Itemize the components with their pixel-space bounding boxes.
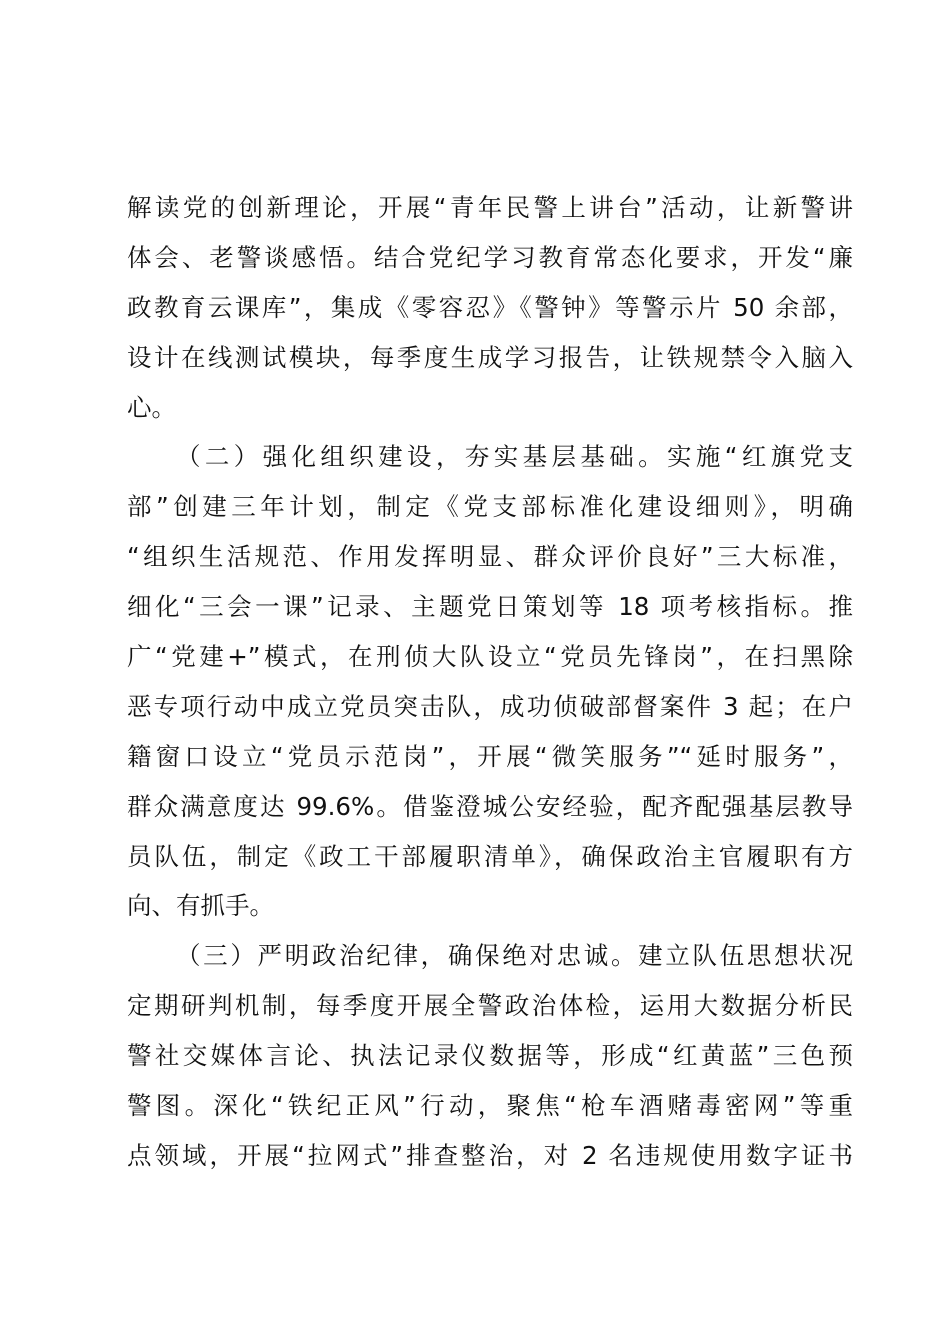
text-line: 点领域，开展“拉网式”排查整治，对 2 名违规使用数字证书 [127, 1140, 853, 1170]
paragraph-2 [127, 432, 853, 931]
text-line: 广“党建+”模式，在刑侦大队设立“党员先锋岗”，在扫黑除 [127, 642, 853, 672]
text-line: （三）严明政治纪律，确保绝对忠诚。建立队伍思想状况 [176, 941, 853, 971]
document-body [127, 183, 853, 1181]
text-line: 设计在线测试模块，每季度生成学习报告，让铁规禁令入脑入 [127, 342, 853, 372]
text-line: 部”创建三年计划，制定《党支部标准化建设细则》，明确 [127, 492, 853, 522]
text-line: 警图。深化“铁纪正风”行动，聚焦“枪车酒赌毒密网”等重 [127, 1091, 853, 1121]
text-line: 解读党的创新理论，开展“青年民警上讲台”活动，让新警讲 [127, 193, 853, 222]
text-line: “组织生活规范、作用发挥明显、群众评价良好”三大标准， [127, 542, 853, 572]
text-line: 员队伍，制定《政工干部履职清单》，确保政治主官履职有方 [127, 841, 853, 871]
text-line: 警社交媒体言论、执法记录仪数据等，形成“红黄蓝”三色预 [127, 1041, 853, 1071]
text-line: 向、有抓手。 [127, 891, 274, 921]
text-line: 恶专项行动中成立党员突击队，成功侦破部督案件 3 起；在户 [127, 691, 853, 721]
text-line: 政教育云课库”，集成《零容忍》《警钟》等警示片 50 余部， [127, 292, 853, 322]
text-line: 籍窗口设立“党员示范岗”，开展“微笑服务”“延时服务”， [127, 741, 853, 771]
paragraph-3 [127, 931, 853, 1180]
text-line: 心。 [127, 392, 176, 422]
text-line: （二）强化组织建设，夯实基层基础。实施“红旗党支 [176, 442, 853, 472]
text-line: 定期研判机制，每季度开展全警政治体检，运用大数据分析民 [127, 991, 853, 1021]
text-line: 体会、老警谈感悟。结合党纪学习教育常态化要求，开发“廉 [127, 242, 853, 272]
paragraph-1 [127, 183, 853, 432]
text-line: 细化“三会一课”记录、主题党日策划等 18 项考核指标。推 [127, 592, 853, 622]
text-line: 群众满意度达 99.6%。借鉴澄城公安经验，配齐配强基层教导 [127, 791, 853, 821]
